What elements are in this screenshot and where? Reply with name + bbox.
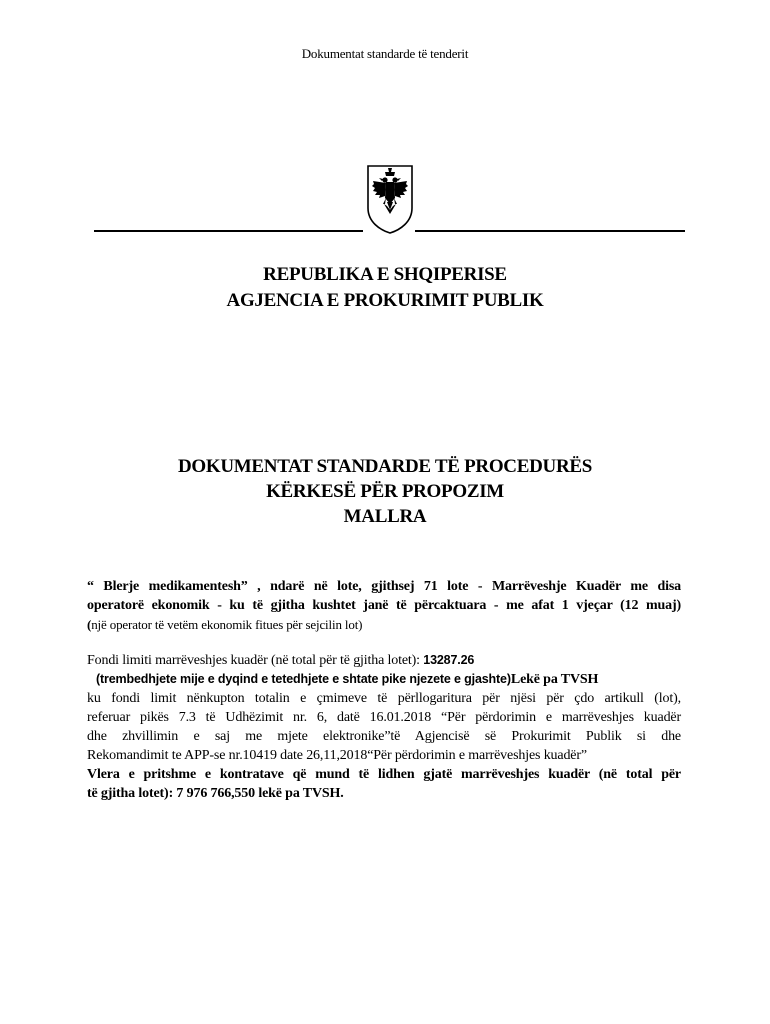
subject-note-paren: ( bbox=[87, 617, 92, 632]
country-name: REPUBLIKA E SHQIPERISE bbox=[263, 264, 507, 285]
emblem bbox=[366, 164, 414, 234]
fund-explanation-line4: Rekomandimit te APP-se nr.10419 date 26,11,2018“Për përdorimin e marrëveshjes kuadër” bbox=[87, 748, 587, 763]
document-title-line2: KËRKESË PËR PROPOZIM bbox=[266, 481, 504, 502]
subject-note-text: një operator të vetëm ekonomik fitues për sejcilin lot) bbox=[91, 617, 363, 632]
subject-note bbox=[87, 615, 681, 634]
subject-line1: “ Blerje medikamentesh” , ndarë në lote, gjithsej 71 lote - Marrëveshje Kuadër me disa bbox=[87, 579, 681, 594]
procurement-subject bbox=[87, 577, 681, 615]
fund-amount-words: (trembedhjete mije e dyqind e tetedhjete e shtate pike njezete e gjashte) bbox=[96, 672, 511, 686]
fund-section bbox=[87, 651, 681, 803]
expected-value-line2: të gjitha lotet): 7 976 766,550 lekë pa TVSH. bbox=[87, 786, 344, 801]
fund-amount-words-line bbox=[87, 670, 681, 689]
fund-explanation-line3: dhe zhvillimin e saj me mjete elektronike”të Agjencisë së Prokurimit Publik si dhe bbox=[87, 729, 681, 744]
header-rule-right bbox=[415, 230, 685, 232]
header-rule-left bbox=[94, 230, 363, 232]
running-header: Dokumentat standarde të tenderit bbox=[301, 46, 469, 61]
fund-explanation-line2: referuar pikës 7.3 të Udhëzimit nr. 6, datë 16.01.2018 “Për përdorimin e marrëveshjes kuadër bbox=[87, 710, 681, 725]
subject-line2: operatorë ekonomik - ku të gjitha kushtet janë të përcaktuara - me afat 1 vjeçar (12 muaj) bbox=[87, 598, 681, 613]
agency-name: AGJENCIA E PROKURIMIT PUBLIK bbox=[226, 290, 544, 311]
fund-label: Fondi limiti marrëveshjes kuadër (në total për të gjitha lotet): bbox=[87, 653, 424, 668]
fund-currency-note: Lekë pa TVSH bbox=[510, 672, 599, 687]
expected-value-line1: Vlera e pritshme e kontratave që mund të lidhen gjatë marrëveshjes kuadër (në total për bbox=[87, 767, 681, 782]
document-title bbox=[0, 454, 770, 529]
document-title-line1: DOKUMENTAT STANDARDE TË PROCEDURËS bbox=[177, 456, 593, 477]
document-title-line3: MALLRA bbox=[343, 506, 427, 527]
albanian-eagle-coat-of-arms-icon bbox=[366, 164, 414, 234]
organization-heading bbox=[0, 262, 770, 314]
fund-limit-line bbox=[87, 651, 681, 670]
fund-explanation-line1: ku fondi limit nënkupton totalin e çmimeve të përllogaritura për njësi për çdo artikull (lot), bbox=[87, 691, 681, 706]
fund-amount: 13287.26 bbox=[423, 653, 475, 667]
